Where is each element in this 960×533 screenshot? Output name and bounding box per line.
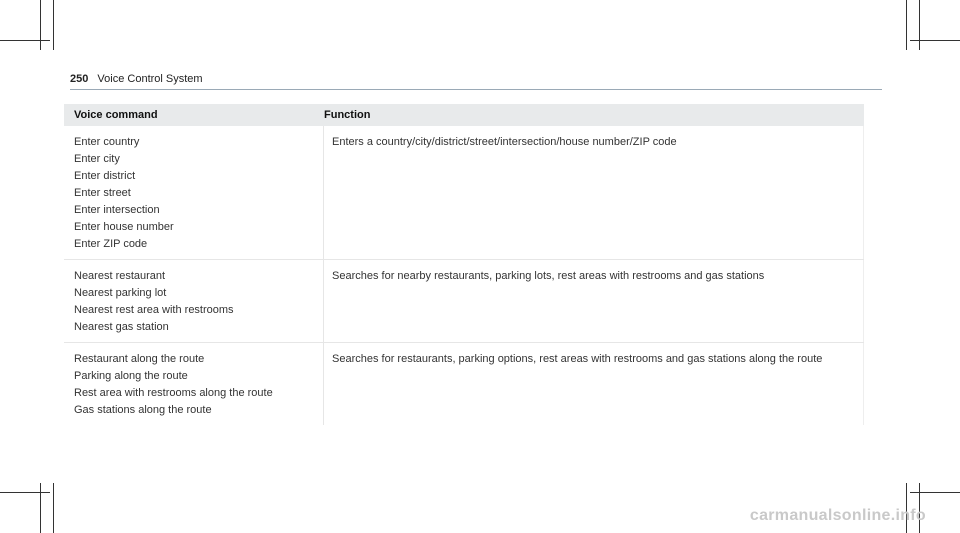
table-row <box>64 343 864 425</box>
voice-command-table <box>64 104 864 425</box>
function-cell: Searches for nearby restaurants, parking lots, rest areas with restrooms and gas stations <box>324 260 864 342</box>
table-row <box>64 126 864 260</box>
command-text: Enter street <box>74 187 131 199</box>
command-text: Enter district <box>74 170 136 182</box>
page-header <box>70 73 203 85</box>
crop-mark <box>53 483 54 533</box>
page-number: 250 <box>70 73 89 85</box>
command-text: Enter intersection <box>74 204 160 216</box>
watermark: carmanualsonline.info <box>749 507 926 524</box>
column-header-function: Function <box>324 108 371 121</box>
header-divider <box>70 89 882 90</box>
crop-mark <box>53 0 54 50</box>
function-cell: Searches for restaurants, parking options, rest areas with restrooms and gas stations along the route <box>324 343 864 425</box>
table-header <box>64 104 864 126</box>
section-title: Voice Control System <box>97 73 203 85</box>
command-text: Rest area with restrooms along the route <box>74 387 273 399</box>
command-text: Gas stations along the route <box>74 404 212 416</box>
function-cell: Enters a country/city/district/street/intersection/house number/ZIP code <box>324 126 864 259</box>
crop-mark <box>919 0 920 50</box>
crop-mark <box>906 0 907 50</box>
crop-mark <box>40 483 41 533</box>
voice-command-cell <box>64 126 324 259</box>
crop-mark <box>40 0 41 50</box>
command-text: Enter country <box>74 136 140 148</box>
column-header-voice-command: Voice command <box>74 108 158 121</box>
command-text: Nearest parking lot <box>74 287 167 299</box>
table-row <box>64 260 864 343</box>
crop-mark <box>0 40 50 41</box>
crop-mark <box>910 40 960 41</box>
voice-command-cell <box>64 343 324 425</box>
crop-mark <box>0 492 50 493</box>
command-text: Nearest restaurant <box>74 270 166 282</box>
crop-mark <box>910 492 960 493</box>
command-text: Enter ZIP code <box>74 238 148 250</box>
command-text: Parking along the route <box>74 370 188 382</box>
command-text: Restaurant along the route <box>74 353 205 365</box>
voice-command-cell <box>64 260 324 342</box>
command-text: Nearest gas station <box>74 321 169 333</box>
command-text: Enter city <box>74 153 120 165</box>
command-text: Enter house number <box>74 221 174 233</box>
command-text: Nearest rest area with restrooms <box>74 304 234 316</box>
